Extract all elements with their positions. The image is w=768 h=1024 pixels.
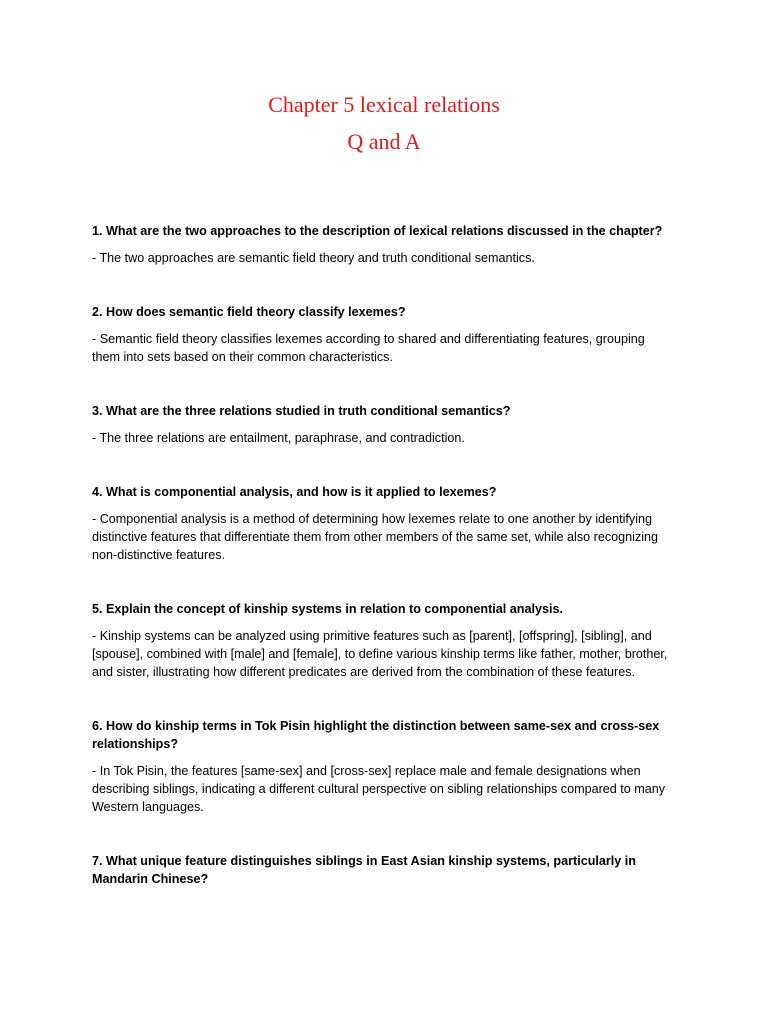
question-3: 3. What are the three relations studied in truth conditional semantics? — [92, 404, 511, 418]
answer-2: - Semantic field theory classifies lexemes according to shared and differentiating features, grouping them into sets based on their common characteristics. — [92, 332, 645, 364]
qa-item-7 — [92, 852, 676, 888]
qa-item-6 — [92, 717, 676, 816]
question-4: 4. What is componential analysis, and how is it applied to lexemes? — [92, 485, 497, 499]
question-7: 7. What unique feature distinguishes siblings in East Asian kinship systems, particularly in Mandarin Chinese? — [92, 854, 636, 886]
qa-item-4 — [92, 483, 676, 564]
question-6: 6. How do kinship terms in Tok Pisin highlight the distinction between same-sex and cross-sex relationships? — [92, 719, 660, 751]
document-subtitle: Q and A — [347, 129, 421, 154]
qa-item-5 — [92, 600, 676, 681]
title-block — [92, 0, 676, 160]
qa-item-3 — [92, 402, 676, 447]
document-title: Chapter 5 lexical relations — [268, 92, 500, 117]
answer-4: - Componential analysis is a method of determining how lexemes relate to one another by identifying distinctive features that differentiate them from other members of the same set, while also recognizing non-distinctive features. — [92, 512, 659, 562]
question-2: 2. How does semantic field theory classify lexemes? — [92, 305, 406, 319]
qa-item-1 — [92, 222, 676, 267]
question-1: 1. What are the two approaches to the description of lexical relations discussed in the chapter? — [92, 224, 663, 238]
answer-3: - The three relations are entailment, paraphrase, and contradiction. — [92, 431, 465, 445]
answer-5: - Kinship systems can be analyzed using primitive features such as [parent], [offspring], [sibling], and [spouse], combined with [male] and [female], to define various kinship terms like father, mother, brother, and sister, illustrating how different predicates are derived from the combination of these features. — [92, 629, 668, 679]
qa-list — [92, 222, 676, 888]
question-5: 5. Explain the concept of kinship systems in relation to componential analysis. — [92, 602, 563, 616]
answer-1: - The two approaches are semantic field theory and truth conditional semantics. — [92, 251, 535, 265]
answer-6: - In Tok Pisin, the features [same-sex] and [cross-sex] replace male and female designations when describing siblings, indicating a different cultural perspective on sibling relationships compared to many Western languages. — [92, 764, 666, 814]
qa-item-2 — [92, 303, 676, 366]
